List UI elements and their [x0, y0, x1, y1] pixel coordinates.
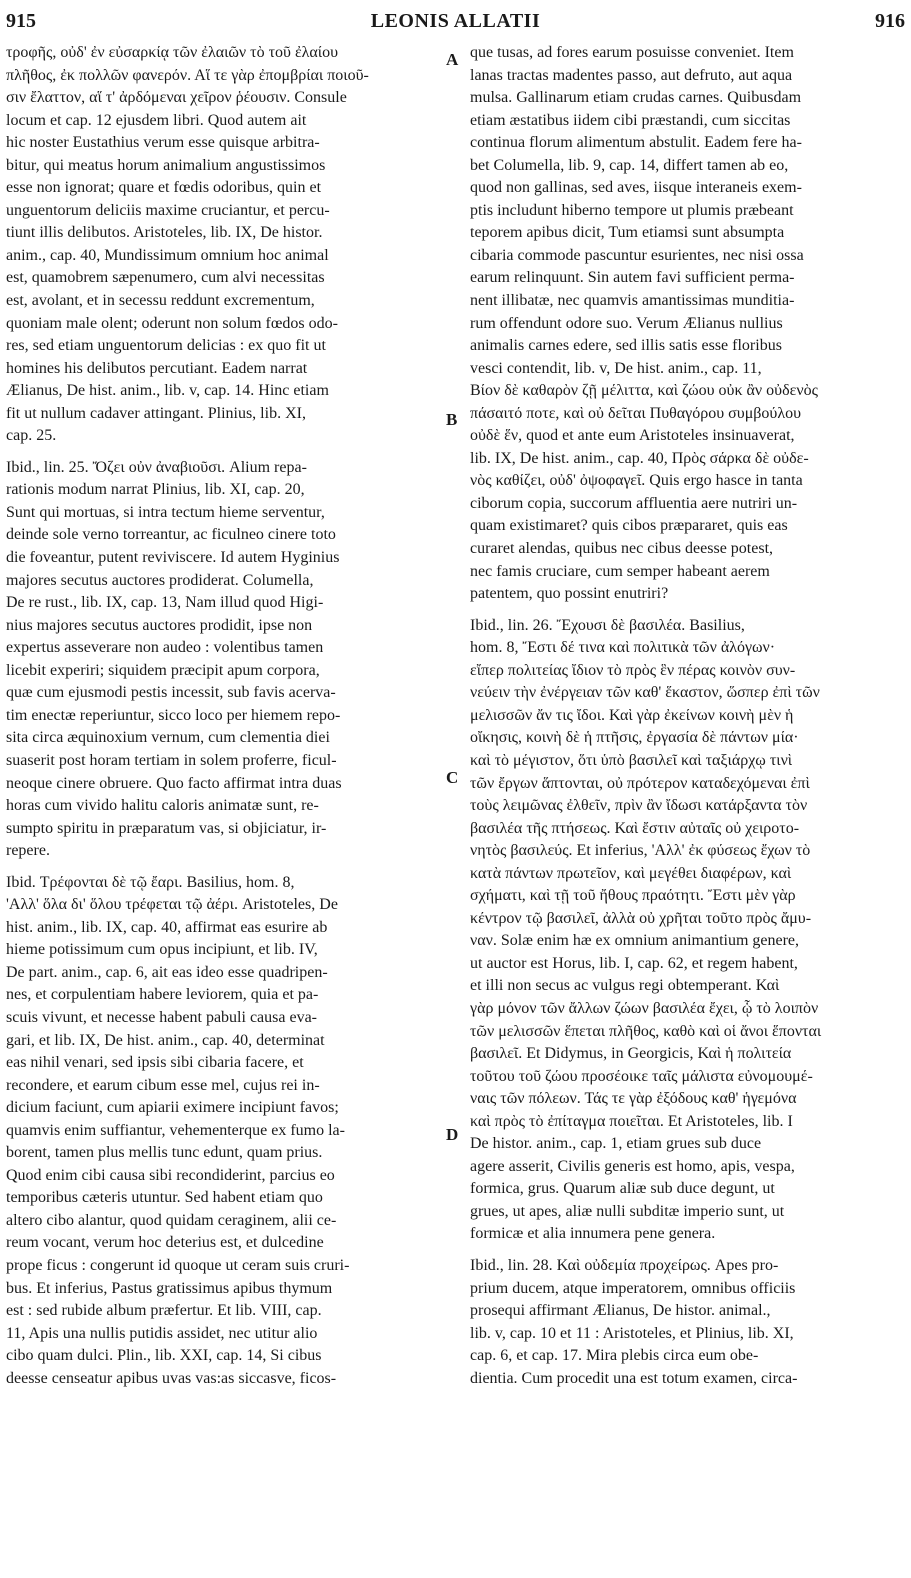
- left-text-column: [6, 42, 434, 1390]
- text-line: νεύειν τὴν ἐνέργειαν τῶν καθ' ἕκαστον, ὥσπερ ἐπὶ τῶν: [470, 684, 820, 702]
- text-line: prosequi affirmant Ælianus, De histor. animal.,: [470, 1302, 771, 1320]
- text-line: animalis carnes edere, sed illis satis esse floribus: [470, 337, 782, 355]
- text-line: 11, Apis una nullis putidis assidet, nec utitur alio: [6, 1324, 318, 1342]
- text-line: nius majores secutus auctores prodidit, ipse non: [6, 616, 313, 634]
- text-line: bet Columella, lib. 9, cap. 14, differt tamen ab eo,: [470, 156, 789, 174]
- text-line: unguentorum deliciis maxime cruciantur, et percu-: [6, 201, 330, 219]
- text-line: ut auctor est Horus, lib. I, cap. 62, et regem habent,: [470, 954, 798, 972]
- text-line: κατὰ πάντων πρωτεῖον, καὶ μεγέθει διαφέρων, καὶ: [470, 864, 792, 882]
- text-line: eas nihil venari, sed ipsis sibi cibaria facere, et: [6, 1054, 304, 1072]
- text-line: ptis includunt hiberno tempore ut plumis præbeant: [470, 201, 794, 219]
- text-line: que tusas, ad fores earum posuisse conveniet. Item: [470, 44, 794, 61]
- text-line: quamvis enim suffiantur, vehementerque ex fumo la-: [6, 1121, 345, 1139]
- text-line: scuis vivunt, et necesse habent pabuli causa eva-: [6, 1008, 317, 1026]
- text-line: τῶν μελισσῶν ἕπεται πλῆθος, καθὸ καὶ οἱ ἄνοι ἕπονται: [470, 1022, 822, 1040]
- margin-marker-d: D: [446, 1125, 459, 1144]
- text-line: Ibid., lin. 26. Ἔχουσι δὲ βασιλέα. Basilius,: [470, 616, 745, 634]
- text-line: Quod enim cibi causa sibi recondiderint, parcius eo: [6, 1166, 335, 1184]
- text-line: temporibus cæteris utuntur. Sed habent etiam quo: [6, 1189, 323, 1207]
- text-line: cap. 6, et cap. 17. Mira plebis circa eum obe-: [470, 1347, 759, 1365]
- page-number-right: 916: [875, 10, 905, 32]
- text-line: etiam æstatibus iidem cibi præstandi, cum siccitas: [470, 111, 791, 129]
- text-line: teporem apibus dicit, Tum etiamsi sunt absumpta: [470, 224, 785, 242]
- text-line: cibaria commode pascuntur esurientes, nec nisi ossa: [470, 246, 804, 264]
- text-line: quæ cum ejusmodi pestis incessit, sub favis acerva-: [6, 684, 336, 702]
- text-line: prope ficus : congerunt id quoque ut ceram suis cruri-: [6, 1256, 350, 1274]
- text-line: cap. 25.: [6, 427, 57, 445]
- text-line: continua florum alimentum abstulit. Eadem fere ha-: [470, 134, 802, 152]
- text-line: κέντρον τῷ βασιλεῖ, ἀλλὰ οὐ χρῆται τοῦτο πρὸς ἄμυ-: [470, 909, 812, 927]
- text-line: esse non ignorat; quare et fœdis odoribus, quin et: [6, 179, 322, 197]
- text-line: horas cum vivido halitu caloris animatæ sunt, re-: [6, 797, 319, 815]
- text-line: τοῦτου τοῦ ζώου προσέοικε ταῖς μάλιστα εὐνομουμέ-: [470, 1067, 813, 1085]
- text-line: vesci contendit, lib. v, De hist. anim., cap. 11,: [470, 359, 762, 377]
- text-line: mulsa. Gallinarum etiam crudas carnes. Quibusdam: [470, 89, 802, 107]
- text-line: quod non gallinas, sed aves, iisque interaneis exem-: [470, 179, 802, 197]
- text-line: τῶν ἔργων ἅπτονται, οὐ πρότερον καταδεχόμεναι ἐπὶ: [470, 774, 810, 792]
- text-line: die foveantur, putent reviviscere. Id autem Hyginius: [6, 549, 340, 567]
- text-line: formicæ et alia innumera pene genera.: [470, 1225, 716, 1243]
- text-line: suaserit post horam tertiam in solem proferre, ficul-: [6, 751, 337, 769]
- text-line: καὶ τὸ μέγιστον, ὅτι ὑπὸ βασιλεῖ καὶ ταξιάρχῳ τινὶ: [470, 751, 793, 769]
- text-line: est : sed rubide album præfertur. Et lib. VIII, cap.: [6, 1302, 322, 1320]
- text-line: ciborum copia, succorum affluentia aere nutriri un-: [470, 494, 798, 512]
- text-line: De histor. anim., cap. 1, etiam grues sub duce: [470, 1135, 762, 1153]
- running-title: LEONIS ALLATII: [370, 10, 541, 32]
- text-line: sumpto spiritu in præparatum vas, si objiciatur, ir-: [6, 819, 327, 837]
- text-line: μελισσῶν ἄν τις ἴδοι. Καὶ γὰρ ἐκείνων κοινὴ μὲν ἡ: [470, 706, 794, 724]
- text-line: neoque cinere obruere. Quo facto affirmat intra duas: [6, 774, 342, 792]
- text-line: Ælianus, De hist. anim., lib. v, cap. 14. Hinc etiam: [6, 382, 329, 400]
- text-line: νὸς καθίζει, οὐδ' ὀψοφαγεῖ. Quis ergo hasce in tanta: [470, 472, 803, 490]
- text-line: res, sed etiam unguentorum delicias : ex quo fit ut: [6, 337, 326, 355]
- text-line: majores secutus auctores prodiderat. Columella,: [6, 571, 314, 589]
- text-line: γὰρ μόνον τῶν ἄλλων ζώων βασιλέα ἔχει, ᾧ τὸ λοιπὸν: [470, 999, 819, 1017]
- text-line: gari, et lib. IX, De hist. anim., cap. 40, determinat: [6, 1031, 325, 1049]
- text-line: πλῆθος, ἐκ πολλῶν φανερόν. Αἵ τε γὰρ ἐπομβρίαι ποιοῦ-: [6, 66, 369, 84]
- text-line: νητὸς βασιλεύς. Et inferius, 'Αλλ' ἐκ φύσεως ἔχων τὸ: [470, 842, 811, 860]
- text-line: repere.: [6, 842, 50, 860]
- text-line: σχήματι, καὶ τῇ τοῦ ἤθους πραότητι. Ἔστι μὲν γὰρ: [470, 887, 796, 905]
- text-line: Ibid., lin. 25. Ὄζει οὐν ἀναβιοῦσι. Alium repa-: [6, 458, 307, 476]
- text-line: Βίον δὲ καθαρὸν ζῇ μέλιττα, καὶ ζώου οὐκ ἂν οὐδενὸς: [470, 382, 818, 400]
- text-line: expertus asseverare non audeo : volentibus tamen: [6, 639, 324, 657]
- text-line: prium ducem, atque imperatorem, omnibus officiis: [470, 1279, 796, 1297]
- text-line: locum et cap. 12 ejusdem libri. Quod autem ait: [6, 111, 307, 129]
- margin-marker-c: C: [446, 768, 459, 787]
- text-line: nes, et corpulentiam habere leviorem, quia et pa-: [6, 986, 319, 1004]
- text-line: τροφῆς, οὐδ' ἐν εὐσαρκίᾳ τῶν ἐλαιῶν τὸ τοῦ ἐλαίου: [6, 44, 339, 61]
- text-line: bitur, qui meatus horum animalium angustissimos: [6, 156, 326, 174]
- text-line: εἴπερ πολιτείας ἴδιον τὸ πρὸς ἓν πέρας κοινὸν συν-: [470, 661, 796, 679]
- margin-marker-b: B: [446, 410, 458, 429]
- page-number-left: 915: [6, 10, 36, 32]
- text-line: lib. v, cap. 10 et 11 : Aristoteles, et Plinius, lib. XI,: [470, 1324, 794, 1342]
- text-line: bus. Et inferius, Pastus gratissimus apibus thymum: [6, 1279, 333, 1297]
- text-line: ναις τῶν πόλεων. Τάς τε γὰρ ἐξόδους καθ' ἡγεμόνα: [470, 1090, 797, 1108]
- text-line: grues, ut apes, aliæ nulli subditæ imperio sunt, ut: [470, 1202, 785, 1220]
- text-line: lanas tractas madentes passo, aut defruto, aut aqua: [470, 66, 793, 84]
- text-line: fit ut nullum cadaver attingant. Plinius, lib. XI,: [6, 404, 306, 422]
- text-line: hic noster Eustathius verum esse quisque arbitra-: [6, 134, 320, 152]
- text-line: βασιλεῖ. Et Didymus, in Georgicis, Καὶ ἡ πολιτεία: [470, 1045, 792, 1063]
- text-line: est, avolant, et in secessu reddunt excrementum,: [6, 292, 315, 310]
- text-line: recondere, et earum cibum esse mel, cujus rei in-: [6, 1076, 320, 1094]
- text-line: curaret alendas, quibus nec cibus deesse potest,: [470, 540, 774, 558]
- text-line: deesse censeatur apibus uvas vas:as siccasve, ficos-: [6, 1369, 337, 1387]
- text-line: hieme potissimum cum opus incipiunt, et lib. IV,: [6, 941, 318, 959]
- text-line: licebit experiri; siquidem præcipit apum corpora,: [6, 661, 320, 679]
- text-line: De re rust., lib. IX, cap. 13, Nam illud quod Higi-: [6, 594, 324, 612]
- text-line: deinde sole verno torreantur, ac ficulneo cinere toto: [6, 526, 336, 544]
- text-line: est, quamobrem sæpenumero, cum alvi necessitas: [6, 269, 325, 287]
- text-line: οἴκησις, κοινὴ δὲ ἡ πτῆσις, ἐργασία δὲ πάντων μία·: [470, 729, 799, 747]
- text-line: lib. IX, De hist. anim., cap. 40, Πρὸς σάρκα δὲ οὐδε-: [470, 449, 809, 467]
- text-line: nec famis cruciare, cum semper habeant aerem: [470, 562, 770, 580]
- text-line: nent illibatæ, nec quamvis amantissimas munditia-: [470, 292, 795, 310]
- text-line: dicium faciunt, cum apiarii eximere incipiunt favos;: [6, 1099, 339, 1117]
- text-line: reum vocant, verum hoc deterius est, et dulcedine: [6, 1234, 324, 1252]
- text-line: homines his delibutos percutiant. Eadem narrat: [6, 359, 308, 377]
- text-line: Ibid., lin. 28. Καὶ οὐδεμία προχείρως. Apes pro-: [470, 1256, 779, 1274]
- text-line: tiunt illis delibutos. Aristoteles, lib. IX, De histor.: [6, 224, 323, 242]
- text-line: hist. anim., lib. IX, cap. 40, affirmat eas esurire ab: [6, 918, 328, 936]
- text-line: ναν. Solæ enim hæ ex omnium animantium genere,: [470, 932, 800, 950]
- margin-marker-a: A: [446, 50, 459, 69]
- text-line: borent, tamen plus mellis tunc edunt, quam prius.: [6, 1144, 323, 1162]
- text-line: Sunt qui mortuas, si intra tectum hieme serventur,: [6, 503, 325, 521]
- text-line: πάσαιτό ποτε, καὶ οὐ δεῖται Πυθαγόρου συμβούλου: [470, 404, 802, 422]
- text-line: rum offendunt odore suo. Verum Ælianus nullius: [470, 314, 783, 332]
- text-line: καὶ πρὸς τὸ ἐπίταγμα ποιεῖται. Et Aristoteles, lib. I: [470, 1112, 793, 1130]
- text-line: τοὺς λειμῶνας ἐλθεῖν, πρὶν ἂν ἴδωσι κατάρξαντα τὸν: [470, 797, 808, 815]
- text-line: Ibid. Τρέφονται δὲ τῷ ἔαρι. Basilius, hom. 8,: [6, 873, 295, 891]
- page-header: [6, 10, 905, 36]
- text-line: tim enectæ reperiuntur, sicco loco per hiemem repo-: [6, 706, 341, 724]
- text-line: quoniam male olent; oderunt non solum fœdos odo-: [6, 314, 338, 332]
- text-line: sita circa æquinoxium vernum, cum clementia diei: [6, 729, 330, 747]
- text-line: agere asserit, Civilis generis est homo, apis, vespa,: [470, 1157, 795, 1175]
- text-line: et illi non secus ac vulgus regi obtemperant. Καὶ: [470, 977, 780, 995]
- text-line: dientia. Cum procedit una est totum examen, circa-: [470, 1369, 798, 1387]
- text-line: formica, grus. Quarum aliæ sub duce degunt, ut: [470, 1180, 775, 1198]
- text-line: patentem, quo possint enutriri?: [470, 585, 669, 603]
- text-line: earum relinquunt. Sin autem favi sufficient perma-: [470, 269, 795, 287]
- text-line: οὐδὲ ἕν, quod et ante eum Aristoteles insinuaverat,: [470, 427, 795, 445]
- text-line: hom. 8, Ἔστι δέ τινα καὶ πολιτικὰ τῶν ἀλόγων·: [470, 639, 776, 657]
- text-line: altero cibo alantur, quod quidam ceraginem, alii ce-: [6, 1211, 337, 1229]
- text-line: 'Αλλ' ὅλα δι' ὅλου τρέφεται τῷ ἀέρι. Aristoteles, De: [6, 896, 338, 914]
- text-line: De part. anim., cap. 6, ait eas ideo esse quadripen-: [6, 963, 328, 981]
- text-line: quam existimaret? quis cibos præpararet, quis eas: [470, 517, 788, 535]
- text-line: anim., cap. 40, Mundissimum omnium hoc animal: [6, 246, 329, 264]
- text-line: cibo quam dulci. Plin., lib. XXI, cap. 14, Si cibus: [6, 1347, 322, 1365]
- text-line: σιν ἔλαττον, αἵ τ' ἀρδόμεναι χεῖρον ῥέουσιν. Consule: [6, 89, 347, 107]
- text-line: βασιλέα τῆς πτήσεως. Καὶ ἔστιν αὐταῖς οὐ χειροτο-: [470, 819, 800, 837]
- text-line: rationis modum narrat Plinius, lib. XI, cap. 20,: [6, 481, 305, 499]
- right-text-column: [470, 42, 900, 1390]
